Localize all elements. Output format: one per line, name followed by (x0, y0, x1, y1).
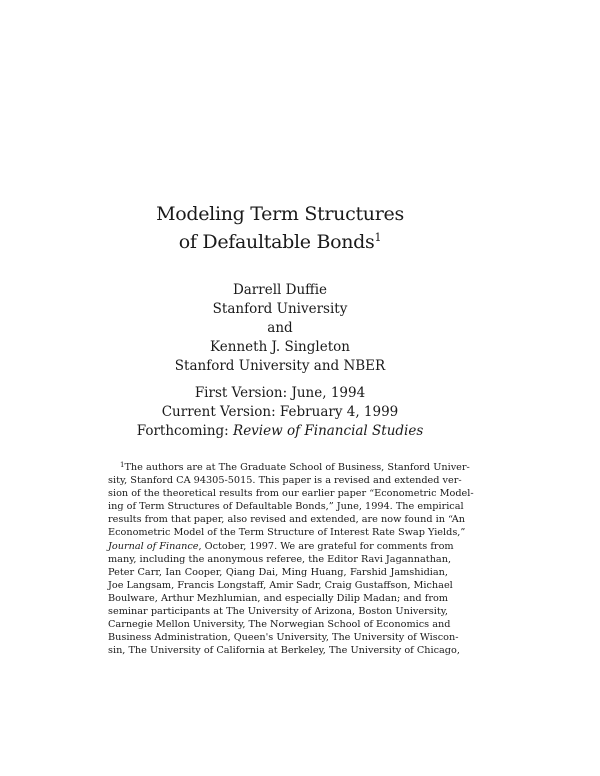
footnote-line-2: sity, Stanford CA 94305-5015. This paper is a revised and extended ver- (108, 475, 462, 487)
footnote-line-12: seminar participants at The University of Arizona, Boston University, (108, 606, 448, 618)
footnote-journal: Journal of Finance (108, 540, 199, 552)
title-footnote-marker: 1 (374, 231, 382, 244)
footnote (108, 459, 474, 657)
footnote-line-15: sin, The University of California at Berkeley, The University of Chicago, (108, 645, 460, 657)
footnote-line-3: sion of the theoretical results from our earlier paper “Econometric Model- (108, 488, 474, 500)
footnote-line-10: Joe Langsam, Francis Longstaff, Amir Sadr, Craig Gustaffson, Michael (108, 579, 453, 591)
footnote-line-1: $^1$The authors are at The Graduate School of Business, Stanford Univer- (120, 461, 470, 473)
author-2-name: Kenneth J. Singleton (210, 339, 350, 355)
version-block (0, 384, 560, 441)
author-2-affiliation: Stanford University and NBER (174, 358, 386, 374)
forthcoming-line: Forthcoming: Review of Financial Studies (136, 423, 424, 439)
journal-name: Review of Financial Studies (233, 423, 424, 439)
footnote-line-5: results from that paper, also revised and extended, are now found in “An (108, 514, 465, 526)
author-conjunction: and (267, 320, 293, 336)
paper-title (0, 202, 560, 254)
footnote-line-7: Journal of Finance, October, 1997. We are grateful for comments from (108, 540, 454, 552)
footnote-line-4: ing of Term Structures of Defaultable Bonds,” June, 1994. The empirical (108, 501, 464, 513)
author-block (0, 281, 560, 376)
author-1-affiliation: Stanford University (212, 301, 348, 317)
footnote-line-9: Peter Carr, Ian Cooper, Qiang Dai, Ming Huang, Farshid Jamshidian, (108, 566, 448, 578)
title-line-1: Modeling Term Structures (156, 203, 404, 225)
first-version: First Version: June, 1994 (194, 385, 366, 401)
footnote-line-14: Business Administration, Queen's University, The University of Wiscon- (108, 632, 459, 644)
footnote-line-11: Boulware, Arthur Mezhlumian, and especially Dilip Madan; and from (108, 592, 448, 604)
footnote-marker: 1 (120, 461, 125, 469)
title-line-2: of Defaultable Bonds$^1$ (178, 231, 382, 253)
footnote-line-8: many, including the anonymous referee, the Editor Ravi Jagannathan, (108, 553, 452, 565)
footnote-line-13: Carnegie Mellon University, The Norwegian School of Economics and (108, 619, 451, 631)
current-version: Current Version: February 4, 1999 (161, 404, 399, 420)
footnote-line-6: Econometric Model of the Term Structure of Interest Rate Swap Yields,” (108, 527, 466, 539)
author-1-name: Darrell Duffie (232, 282, 328, 298)
